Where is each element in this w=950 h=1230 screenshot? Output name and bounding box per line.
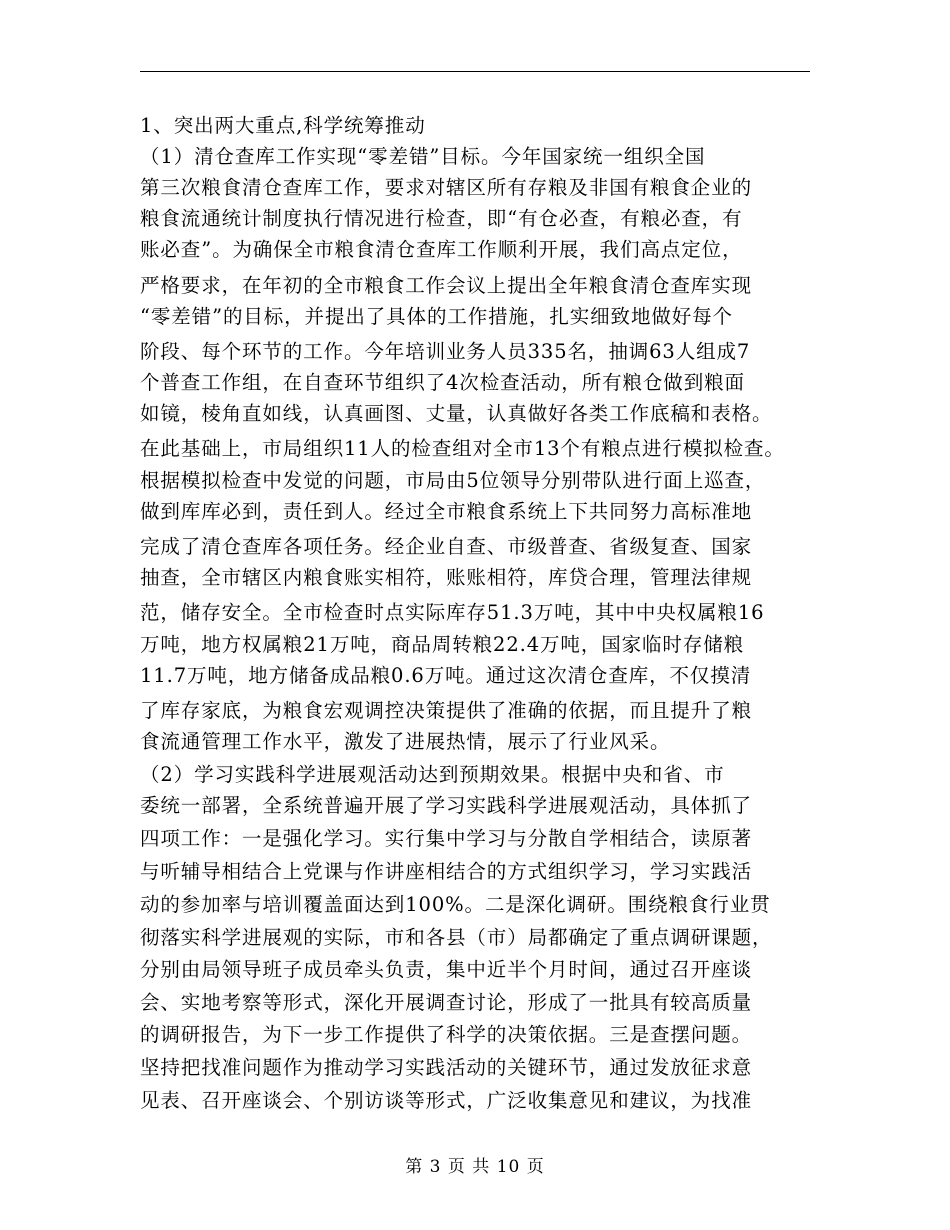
text-line: 动的参加率与培训覆盖面达到100%。二是深化调研。围绕粮食行业贯 [140, 893, 771, 916]
page-number-footer: 第 3 页 共 10 页 [405, 1157, 545, 1177]
text-line: 11.7万吨，地方储备成品粮0.6万吨。通过这次清仓查库，不仅摸清 [140, 664, 752, 687]
text-line: 第三次粮食清仓查库工作，要求对辖区所有存粮及非国有粮食企业的 [140, 176, 753, 199]
text-line: 抽查，全市辖区内粮食账实相符，账账相符，库贷合理，管理法律规 [140, 566, 753, 589]
text-line: 如镜，棱角直如线，认真画图、丈量，认真做好各类工作底稿和表格。 [140, 402, 773, 425]
text-line: 食流通管理工作水平，激发了进展热情，展示了行业风采。 [140, 730, 671, 753]
text-line: 个普查工作组，在自查环节组织了4次检查活动，所有粮仓做到粮面 [140, 371, 745, 394]
text-line: （1）清仓查库工作实现“零差错”目标。今年国家统一组织全国 [140, 145, 706, 168]
text-line: 严格要求，在年初的全市粮食工作会议上提出全年粮食清仓查库实现 [140, 274, 753, 297]
text-line: 在此基础上，市局组织11人的检查组对全市13个有粮点进行模拟检查。 [140, 437, 785, 460]
text-line: 万吨，地方权属粮21万吨，商品周转粮22.4万吨，国家临时存储粮 [140, 633, 745, 656]
text-line: 四项工作：一是强化学习。实行集中学习与分散自学相结合，读原著 [140, 827, 753, 850]
header-rule [140, 71, 810, 72]
text-line: 彻落实科学进展观的实际，市和各县（市）局都确定了重点调研课题， [140, 926, 773, 949]
text-line: 阶段、每个环节的工作。今年培训业务人员335名，抽调63人组成7 [140, 340, 751, 363]
text-line: 范，储存安全。全市检查时点实际库存51.3万吨，其中中央权属粮16 [140, 601, 765, 624]
text-line: “零差错”的目标，并提出了具体的工作措施，扎实细致地做好每个 [140, 305, 733, 328]
text-line: 坚持把找准问题作为推动学习实践活动的关键环节，通过发放征求意 [140, 1056, 753, 1079]
text-line: 账必查”。为确保全市粮食清仓查库工作顺利开展，我们高点定位， [140, 238, 743, 261]
text-line: 完成了清仓查库各项任务。经企业自查、市级普查、省级复查、国家 [140, 535, 753, 558]
text-line: 做到库库必到，责任到人。经过全市粮食系统上下共同努力高标准地 [140, 500, 753, 523]
text-line: 的调研报告，为下一步工作提供了科学的决策依据。三是查摆问题。 [140, 1023, 753, 1046]
text-line: 了库存家底，为粮食宏观调控决策提供了准确的依据，而且提升了粮 [140, 699, 753, 722]
text-line: 粮食流通统计制度执行情况进行检查，即“有仓必查，有粮必查，有 [140, 207, 743, 230]
text-line: 1、突出两大重点,科学统筹推动 [140, 114, 426, 137]
text-line: 见表、召开座谈会、个别访谈等形式，广泛收集意见和建议，为找准 [140, 1089, 753, 1112]
text-line: 分别由局领导班子成员牵头负责，集中近半个月时间，通过召开座谈 [140, 958, 753, 981]
text-line: 根据模拟检查中发觉的问题，市局由5位领导分别带队进行面上巡查， [140, 469, 766, 492]
text-line: 委统一部署，全系统普遍开展了学习实践科学进展观活动，具体抓了 [140, 794, 753, 817]
text-line: 会、实地考察等形式，深化开展调查讨论，形成了一批具有较高质量 [140, 991, 753, 1014]
text-line: 与听辅导相结合上党课与作讲座相结合的方式组织学习，学习实践活 [140, 860, 753, 883]
text-line: （2）学习实践科学进展观活动达到预期效果。根据中央和省、市 [140, 763, 725, 786]
